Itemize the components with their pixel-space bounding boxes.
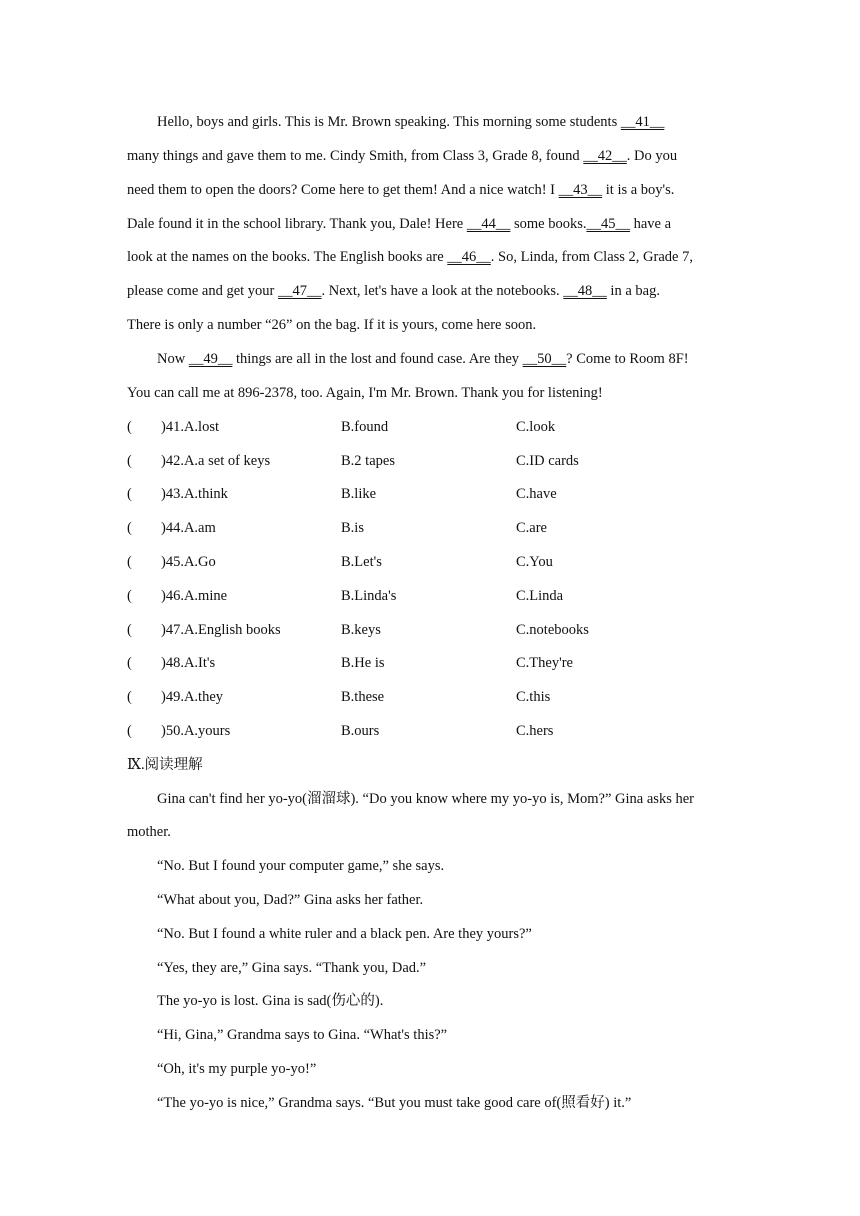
option-c: C.Linda bbox=[516, 588, 564, 604]
option-c: C.this bbox=[516, 689, 551, 705]
text: Hello, boys and girls. This is Mr. Brown speaking. This morning some students bbox=[157, 114, 621, 130]
answer-paren: ( bbox=[127, 453, 132, 469]
option-b: B.2 tapes bbox=[341, 453, 395, 469]
passage1-line bbox=[157, 112, 767, 132]
passage2-line: “No. But I found your computer game,” she says. bbox=[157, 858, 445, 874]
passage2-line: Gina can't find her yo-yo(溜溜球). “Do you know where my yo-yo is, Mom?” Gina asks her bbox=[157, 791, 694, 807]
text: . So, Linda, from Class 2, Grade 7, bbox=[490, 249, 693, 265]
text: . Next, let's have a look at the notebooks. bbox=[321, 283, 564, 299]
option-a: )46.A.mine bbox=[161, 588, 228, 604]
blank-42: __42__ bbox=[583, 148, 627, 164]
blank-48: __48__ bbox=[563, 283, 607, 299]
passage2-line: “No. But I found a white ruler and a black pen. Are they yours?” bbox=[157, 926, 532, 942]
text: many things and gave them to me. Cindy Smith, from Class 3, Grade 8, found bbox=[127, 148, 584, 164]
blank-45: __45__ bbox=[586, 216, 630, 232]
passage1-line bbox=[127, 146, 737, 166]
text: things are all in the lost and found case. Are they bbox=[232, 351, 523, 367]
blank-50: __50__ bbox=[522, 351, 567, 367]
answer-paren: ( bbox=[127, 622, 132, 638]
passage2-line: “Yes, they are,” Gina says. “Thank you, Dad.” bbox=[157, 960, 427, 976]
blank-41: __41__ bbox=[620, 114, 665, 130]
passage1-line bbox=[127, 281, 737, 301]
option-a: )48.A.It's bbox=[161, 655, 216, 671]
option-c: C.They're bbox=[516, 655, 573, 671]
option-b: B.Linda's bbox=[341, 588, 397, 604]
passage2-line: “Hi, Gina,” Grandma says to Gina. “What's this?” bbox=[157, 1027, 448, 1043]
text: Now bbox=[157, 351, 189, 367]
option-a: )41.A.lost bbox=[161, 419, 219, 435]
option-c: C.ID cards bbox=[516, 453, 579, 469]
passage2-line: “What about you, Dad?” Gina asks her father. bbox=[157, 892, 424, 908]
text: in a bag. bbox=[606, 283, 660, 299]
option-b: B.keys bbox=[341, 622, 381, 638]
option-a: )44.A.am bbox=[161, 520, 216, 536]
answer-paren: ( bbox=[127, 588, 132, 604]
blank-47: __47__ bbox=[277, 283, 322, 299]
option-c: C.look bbox=[516, 419, 556, 435]
passage1-line: There is only a number “26” on the bag. If it is yours, come here soon. bbox=[127, 317, 537, 333]
option-b: B.He is bbox=[341, 655, 385, 671]
option-c: C.You bbox=[516, 554, 553, 570]
text: please come and get your bbox=[127, 283, 278, 299]
option-c: C.have bbox=[516, 486, 557, 502]
text: look at the names on the books. The English books are bbox=[127, 249, 448, 265]
passage1-line bbox=[127, 214, 737, 234]
option-b: B.is bbox=[341, 520, 364, 536]
option-a: )45.A.Go bbox=[161, 554, 216, 570]
answer-paren: ( bbox=[127, 554, 132, 570]
option-a: )49.A.they bbox=[161, 689, 224, 705]
text: Dale found it in the school library. Thank you, Dale! Here bbox=[127, 216, 467, 232]
passage2-line: mother. bbox=[127, 824, 171, 840]
option-b: B.ours bbox=[341, 723, 380, 739]
passage2-line: The yo-yo is lost. Gina is sad(伤心的). bbox=[157, 993, 384, 1009]
text: need them to open the doors? Come here to get them! And a nice watch! I bbox=[127, 182, 559, 198]
blank-49: __49__ bbox=[188, 351, 233, 367]
option-a: )42.A.a set of keys bbox=[161, 453, 271, 469]
section-heading: Ⅸ.阅读理解 bbox=[127, 757, 203, 773]
option-b: B.these bbox=[341, 689, 385, 705]
answer-paren: ( bbox=[127, 419, 132, 435]
answer-paren: ( bbox=[127, 486, 132, 502]
text: . Do you bbox=[626, 148, 678, 164]
text: have a bbox=[629, 216, 672, 232]
option-b: B.Let's bbox=[341, 554, 382, 570]
option-a: )43.A.think bbox=[161, 486, 228, 502]
option-b: B.like bbox=[341, 486, 377, 502]
passage1-line bbox=[127, 247, 737, 267]
option-c: C.hers bbox=[516, 723, 554, 739]
answer-paren: ( bbox=[127, 520, 132, 536]
option-c: C.are bbox=[516, 520, 547, 536]
option-b: B.found bbox=[341, 419, 389, 435]
answer-paren: ( bbox=[127, 689, 132, 705]
text: some books. bbox=[510, 216, 587, 232]
option-a: )47.A.English books bbox=[161, 622, 281, 638]
passage1-line bbox=[157, 349, 767, 369]
passage1-line bbox=[127, 180, 737, 200]
text: it is a boy's. bbox=[602, 182, 675, 198]
text: ? Come to Room 8F! bbox=[566, 351, 689, 367]
passage1-line: You can call me at 896-2378, too. Again, I'm Mr. Brown. Thank you for listening! bbox=[127, 385, 603, 401]
option-c: C.notebooks bbox=[516, 622, 589, 638]
blank-44: __44__ bbox=[466, 216, 511, 232]
passage2-line: “Oh, it's my purple yo-yo!” bbox=[157, 1061, 317, 1077]
answer-paren: ( bbox=[127, 723, 132, 739]
passage2-line: “The yo-yo is nice,” Grandma says. “But you must take good care of(照看好) it.” bbox=[157, 1095, 632, 1111]
option-a: )50.A.yours bbox=[161, 723, 231, 739]
answer-paren: ( bbox=[127, 655, 132, 671]
blank-46: __46__ bbox=[447, 249, 491, 265]
blank-43: __43__ bbox=[558, 182, 603, 198]
